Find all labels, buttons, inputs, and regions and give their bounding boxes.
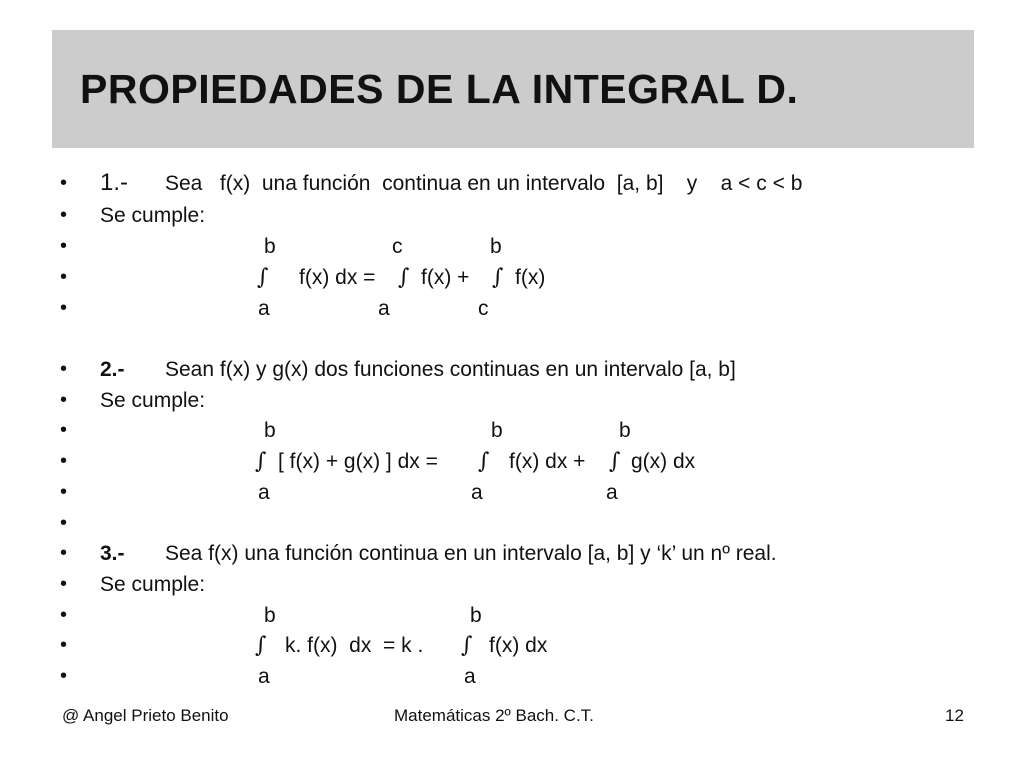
integral-upper-limit: b: [264, 604, 276, 627]
list-item: [0, 630, 1024, 661]
property-3-number: 3.-: [100, 542, 125, 565]
integral-icon: ∫: [492, 265, 504, 290]
integral-lower-limit: a: [378, 297, 390, 320]
integral-icon: ∫: [257, 265, 269, 290]
list-item: [0, 200, 1024, 231]
bullet-icon: •: [60, 358, 68, 380]
bullet-icon: •: [60, 481, 68, 503]
footer-author: @ Angel Prieto Benito: [62, 706, 229, 725]
formula-part: f(x): [515, 266, 546, 289]
list-item: [0, 508, 1024, 539]
list-item: [0, 168, 1024, 199]
list-item: [0, 354, 1024, 385]
formula-part: g(x) dx: [631, 450, 696, 473]
bullet-icon: •: [60, 450, 68, 472]
bullet-icon: •: [60, 419, 68, 441]
list-item: [0, 231, 1024, 262]
page-number: 12: [945, 706, 964, 725]
property-2-number: 2.-: [100, 358, 125, 381]
bullet-icon: •: [60, 389, 68, 411]
bullet-icon: •: [60, 573, 68, 595]
bullet-icon: •: [60, 204, 68, 226]
list-item: [0, 262, 1024, 293]
integral-upper-limit: b: [619, 419, 631, 442]
integral-upper-limit: b: [470, 604, 482, 627]
property-2-statement: Sean f(x) y g(x) dos funciones continuas en un intervalo [a, b]: [165, 358, 736, 381]
integral-icon: ∫: [478, 449, 490, 474]
bullet-icon: •: [60, 634, 68, 656]
property-1-cumple: Se cumple:: [100, 204, 206, 227]
integral-upper-limit: b: [490, 235, 502, 258]
integral-upper-limit: b: [491, 419, 503, 442]
footer-course: Matemáticas 2º Bach. C.T.: [394, 706, 594, 725]
integral-upper-limit: b: [264, 419, 276, 442]
formula-part: f(x) dx: [489, 634, 548, 657]
bullet-icon: •: [60, 235, 68, 257]
list-item: [0, 600, 1024, 631]
integral-icon: ∫: [255, 449, 267, 474]
property-3-cumple: Se cumple:: [100, 573, 206, 596]
formula-part: k. f(x) dx = k .: [285, 634, 424, 657]
bullet-icon: •: [60, 266, 68, 288]
property-1-number: 1.-: [100, 169, 129, 196]
list-item: [0, 477, 1024, 508]
integral-lower-limit: c: [478, 297, 489, 320]
integral-lower-limit: a: [258, 297, 270, 320]
property-3-statement: Sea f(x) una función continua en un intervalo [a, b] y ‘k’ un nº real.: [165, 542, 777, 565]
integral-icon: ∫: [398, 265, 410, 290]
bullet-icon: •: [60, 297, 68, 319]
bullet-icon: •: [60, 542, 68, 564]
page-title: PROPIEDADES DE LA INTEGRAL D.: [80, 66, 799, 112]
list-item: [0, 293, 1024, 324]
list-item: [0, 661, 1024, 692]
integral-lower-limit: a: [258, 665, 270, 688]
integral-lower-limit: a: [464, 665, 476, 688]
property-1-statement: Sea f(x) una función continua en un intervalo [a, b] y a < c < b: [165, 172, 803, 195]
property-2-cumple: Se cumple:: [100, 389, 206, 412]
formula-part: f(x) dx =: [299, 266, 376, 289]
integral-lower-limit: a: [606, 481, 618, 504]
integral-lower-limit: a: [471, 481, 483, 504]
integral-lower-limit: a: [258, 481, 270, 504]
list-item: [0, 385, 1024, 416]
list-item: [0, 415, 1024, 446]
formula-part: f(x) dx +: [509, 450, 586, 473]
list-item: [0, 569, 1024, 600]
bullet-icon: •: [60, 604, 68, 626]
integral-upper-limit: c: [392, 235, 403, 258]
list-item: [0, 538, 1024, 569]
title-banner: [52, 30, 974, 148]
integral-icon: ∫: [255, 633, 267, 658]
bullet-icon: •: [60, 665, 68, 687]
formula-part: f(x) +: [421, 266, 470, 289]
integral-icon: ∫: [609, 449, 621, 474]
bullet-icon: •: [60, 172, 68, 194]
integral-icon: ∫: [461, 633, 473, 658]
list-item: [0, 446, 1024, 477]
integral-upper-limit: b: [264, 235, 276, 258]
bullet-icon: •: [60, 512, 68, 534]
formula-part: [ f(x) + g(x) ] dx =: [278, 450, 438, 473]
